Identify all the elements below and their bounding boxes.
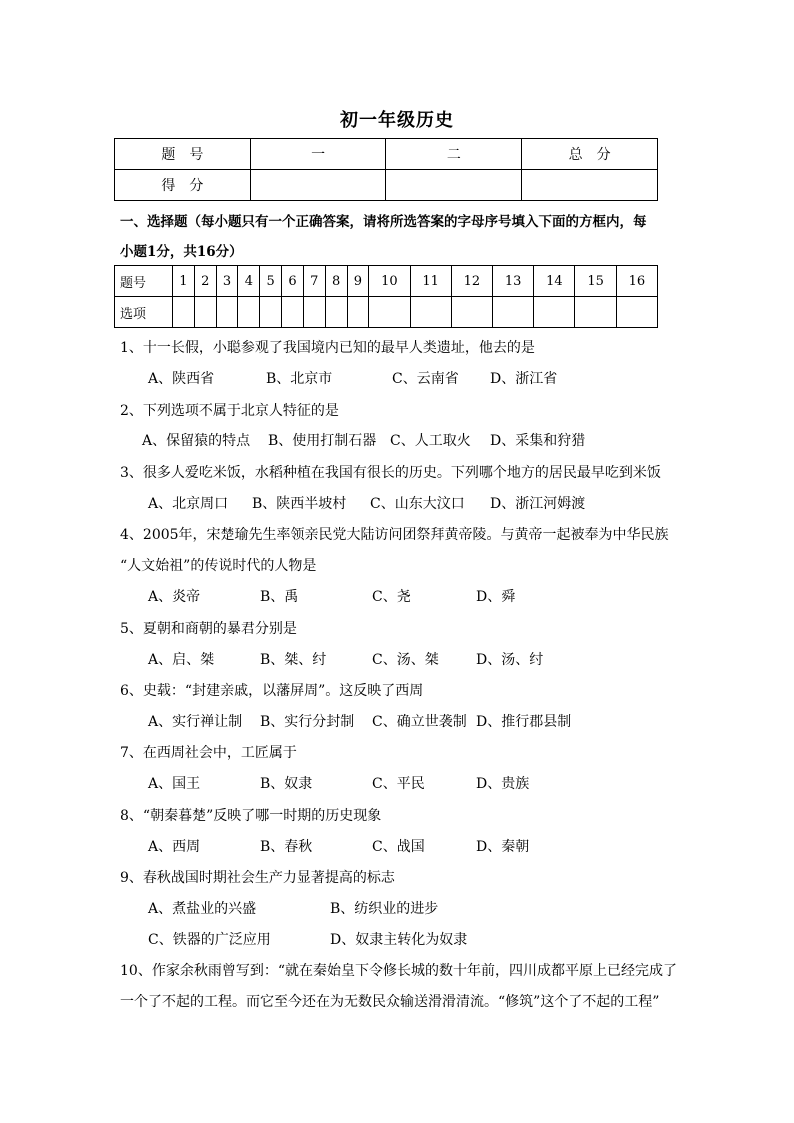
option: C、云南省 bbox=[392, 371, 459, 387]
answer-number-cell: 13 bbox=[493, 266, 534, 297]
option: B、使用打制石器 bbox=[268, 433, 377, 449]
option: C、人工取火 bbox=[390, 433, 471, 449]
answer-option-cell[interactable] bbox=[282, 297, 304, 328]
score-input-cell[interactable] bbox=[386, 170, 522, 201]
option: A、保留猿的特点 bbox=[142, 433, 251, 449]
question-4: 4、2005年，宋楚瑜先生率领亲民党大陆访问团祭拜黄帝陵。与黄帝一起被奉为中华民族 bbox=[120, 527, 669, 543]
answer-number-cell: 3 bbox=[216, 266, 238, 297]
answer-option-cell[interactable] bbox=[216, 297, 238, 328]
option: A、国王 bbox=[148, 776, 201, 792]
option: C、尧 bbox=[372, 589, 411, 605]
question-6: 6、史载：“封建亲戚，以藩屏周”。这反映了西周 bbox=[120, 683, 424, 699]
option: A、西周 bbox=[148, 839, 201, 855]
option: C、战国 bbox=[372, 839, 425, 855]
option: A、实行禅让制 bbox=[148, 714, 243, 730]
option: B、奴隶 bbox=[260, 776, 313, 792]
section-heading-line2: 小题1分，共16分） bbox=[120, 244, 243, 260]
option: D、汤、纣 bbox=[476, 652, 544, 668]
question-8: 8、“朝秦暮楚”反映了哪一时期的历史现象 bbox=[120, 808, 382, 824]
option: B、北京市 bbox=[266, 371, 333, 387]
question-3: 3、很多人爱吃米饭，水稻种植在我国有很长的历史。下列哪个地方的居民最早吃到米饭 bbox=[120, 465, 661, 481]
answer-option-cell[interactable] bbox=[616, 297, 657, 328]
option: B、春秋 bbox=[260, 839, 313, 855]
option: C、汤、桀 bbox=[372, 652, 439, 668]
score-table bbox=[114, 138, 658, 201]
option: D、秦朝 bbox=[476, 839, 530, 855]
answer-number-cell: 10 bbox=[369, 266, 410, 297]
answer-option-cell[interactable] bbox=[238, 297, 260, 328]
section-heading-line1: 一、选择题（每小题只有一个正确答案，请将所选答案的字母序号填入下面的方框内，每 bbox=[120, 214, 647, 230]
answer-option-cell[interactable] bbox=[369, 297, 410, 328]
option: C、山东大汶口 bbox=[370, 496, 465, 512]
question-2: 2、下列选项不属于北京人特征的是 bbox=[120, 403, 339, 419]
score-header-cell: 一 bbox=[250, 139, 386, 170]
answer-number-cell: 8 bbox=[325, 266, 347, 297]
option: D、奴隶主转化为奴隶 bbox=[330, 932, 468, 948]
page-title: 初一年级历史 bbox=[340, 110, 454, 131]
option: D、推行郡县制 bbox=[476, 714, 572, 730]
option: D、浙江河姆渡 bbox=[490, 496, 586, 512]
option: D、贵族 bbox=[476, 776, 530, 792]
question-10: 10、作家余秋雨曾写到：“就在秦始皇下令修长城的数十年前，四川成都平原上已经完成了 bbox=[120, 963, 677, 979]
answer-option-label: 选项 bbox=[115, 297, 173, 328]
question-7: 7、在西周社会中，工匠属于 bbox=[120, 745, 297, 761]
answer-option-cell[interactable] bbox=[325, 297, 347, 328]
answer-number-cell: 14 bbox=[534, 266, 575, 297]
answer-number-cell: 4 bbox=[238, 266, 260, 297]
option: C、平民 bbox=[372, 776, 425, 792]
option: D、舜 bbox=[476, 589, 516, 605]
option: A、北京周口 bbox=[148, 496, 229, 512]
answer-option-cell[interactable] bbox=[410, 297, 451, 328]
question-4-continued: “人文始祖”的传说时代的人物是 bbox=[120, 558, 317, 574]
answer-number-cell: 9 bbox=[347, 266, 369, 297]
question-9: 9、春秋战国时期社会生产力显著提高的标志 bbox=[120, 870, 395, 886]
answer-option-cell[interactable] bbox=[451, 297, 492, 328]
answer-number-cell: 7 bbox=[303, 266, 325, 297]
answer-number-cell: 12 bbox=[451, 266, 492, 297]
option: A、启、桀 bbox=[148, 652, 215, 668]
answer-number-label: 题号 bbox=[115, 266, 173, 297]
option: D、采集和狩猎 bbox=[490, 433, 586, 449]
score-table-row bbox=[115, 170, 658, 201]
answer-number-cell: 2 bbox=[194, 266, 216, 297]
question-5: 5、夏朝和商朝的暴君分别是 bbox=[120, 621, 297, 637]
question-1: 1、十一长假，小聪参观了我国境内已知的最早人类遗址，他去的是 bbox=[120, 340, 535, 356]
score-table-row bbox=[115, 139, 658, 170]
score-input-cell[interactable] bbox=[522, 170, 658, 201]
answer-number-row bbox=[115, 266, 658, 297]
answer-option-cell[interactable] bbox=[173, 297, 195, 328]
answer-option-cell[interactable] bbox=[493, 297, 534, 328]
answer-option-cell[interactable] bbox=[575, 297, 616, 328]
option: A、陕西省 bbox=[148, 371, 215, 387]
answer-table bbox=[114, 265, 658, 328]
answer-option-row bbox=[115, 297, 658, 328]
option: B、桀、纣 bbox=[260, 652, 327, 668]
option: C、铁器的广泛应用 bbox=[148, 932, 271, 948]
score-label-cell: 得 分 bbox=[115, 170, 251, 201]
answer-number-cell: 6 bbox=[282, 266, 304, 297]
answer-option-cell[interactable] bbox=[347, 297, 369, 328]
score-header-cell: 总 分 bbox=[522, 139, 658, 170]
option: B、纺织业的进步 bbox=[330, 901, 439, 917]
option: D、浙江省 bbox=[490, 371, 558, 387]
option: A、炎帝 bbox=[148, 589, 201, 605]
answer-number-cell: 5 bbox=[260, 266, 282, 297]
score-header-cell: 题 号 bbox=[115, 139, 251, 170]
score-input-cell[interactable] bbox=[250, 170, 386, 201]
question-10-continued: 一个了不起的工程。而它至今还在为无数民众输送滑滑清流。“修筑”这个了不起的工程” bbox=[120, 994, 660, 1010]
option: B、实行分封制 bbox=[260, 714, 355, 730]
option: C、确立世袭制 bbox=[372, 714, 467, 730]
answer-number-cell: 11 bbox=[410, 266, 451, 297]
answer-number-cell: 16 bbox=[616, 266, 657, 297]
answer-option-cell[interactable] bbox=[194, 297, 216, 328]
score-header-cell: 二 bbox=[386, 139, 522, 170]
answer-number-cell: 15 bbox=[575, 266, 616, 297]
option: A、煮盐业的兴盛 bbox=[148, 901, 257, 917]
option: B、陕西半坡村 bbox=[252, 496, 347, 512]
answer-option-cell[interactable] bbox=[534, 297, 575, 328]
answer-option-cell[interactable] bbox=[303, 297, 325, 328]
answer-number-cell: 1 bbox=[173, 266, 195, 297]
answer-option-cell[interactable] bbox=[260, 297, 282, 328]
option: B、禹 bbox=[260, 589, 299, 605]
